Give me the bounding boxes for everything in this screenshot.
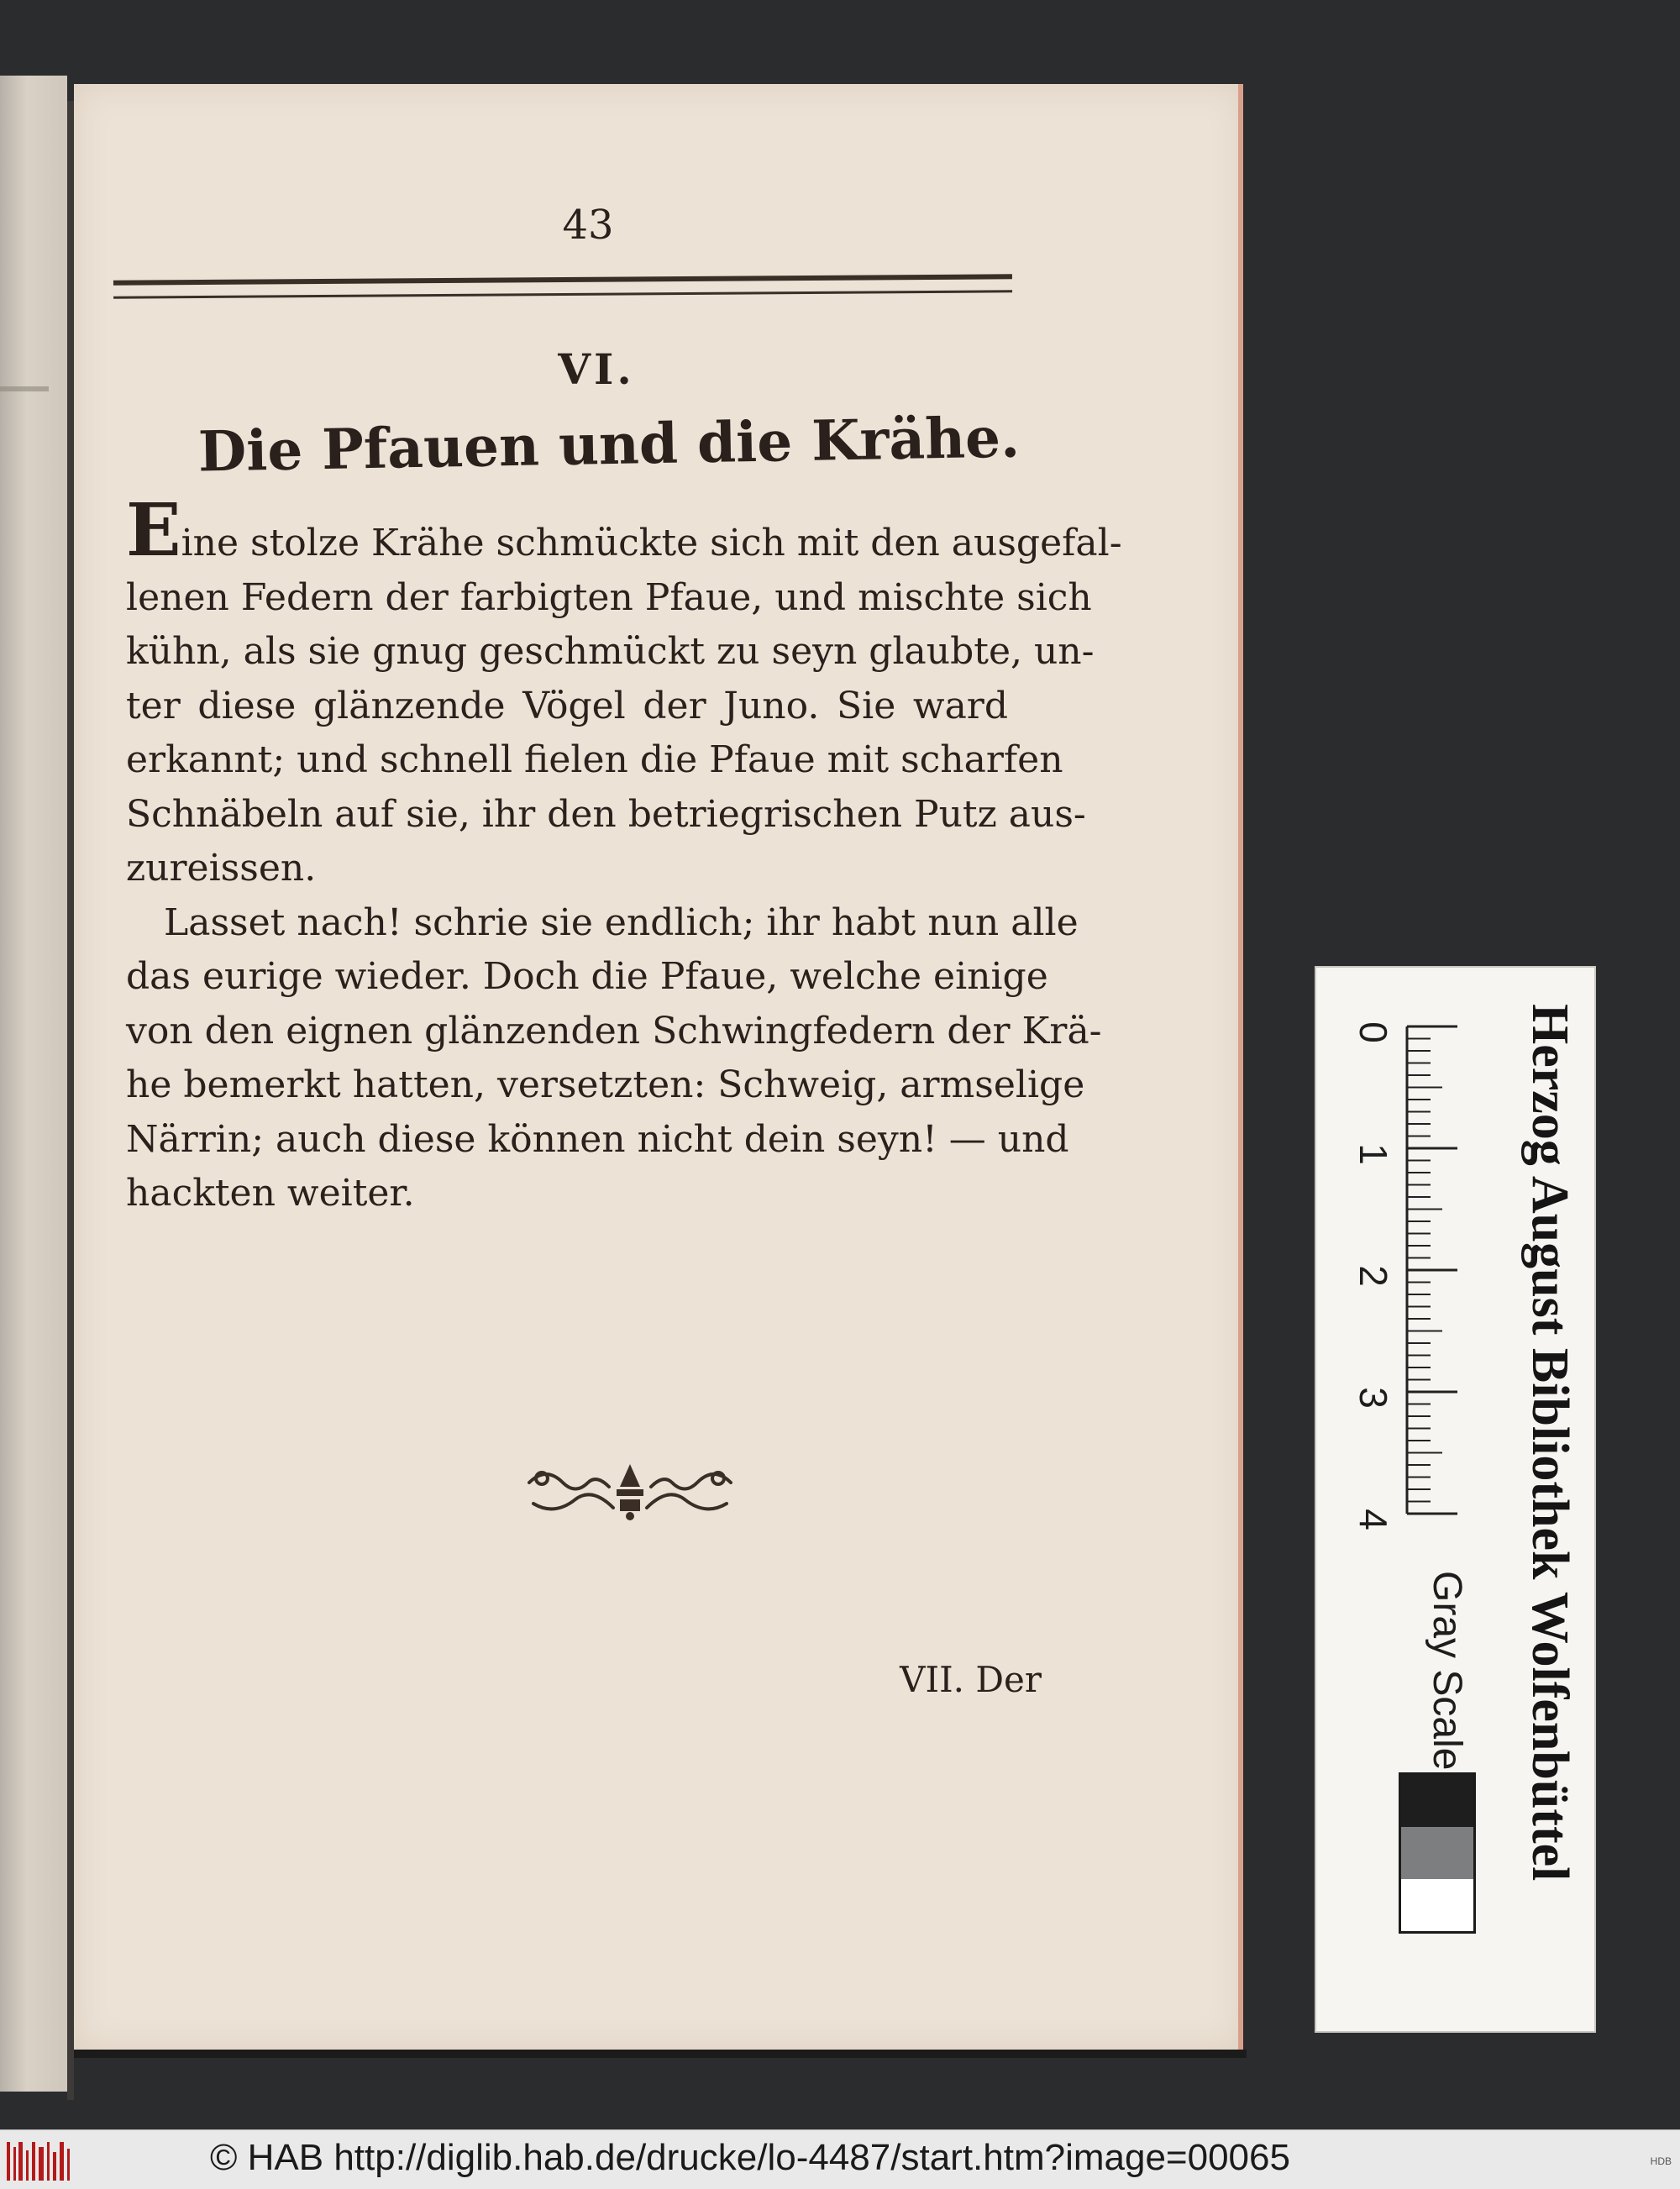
text-line: Lasset nach! schrie sie endlich; ihr habt nun alle <box>164 900 1079 944</box>
scale-digit: 2 <box>1352 1265 1395 1287</box>
page-number: 43 <box>562 202 614 249</box>
institution-name: Herzog August Bibliothek Wolfenbüttel <box>1521 1004 1578 1882</box>
text-line: zureissen. <box>126 847 317 890</box>
text-line: Schnäbeln auf sie, ihr den betriegrischen Putz aus- <box>126 792 1086 836</box>
gray-scale-label: Gray Scale <box>1425 1571 1469 1771</box>
scale-digit: 3 <box>1352 1387 1395 1409</box>
gray-swatches <box>1399 1772 1476 1934</box>
swatch-black <box>1401 1775 1473 1827</box>
catchword: VII. Der <box>900 1659 1042 1700</box>
swatch-gray <box>1401 1827 1473 1879</box>
previous-page-edge <box>0 76 67 2092</box>
text-line: Närrin; auch diese können nicht dein seyn! — und <box>126 1117 1069 1161</box>
swatch-white <box>1401 1879 1473 1931</box>
fable-text <box>126 488 1122 1221</box>
book-gutter <box>67 101 74 2100</box>
text-line: ter diese glänzende Vögel der Juno. Sie ward <box>126 684 1008 727</box>
text-line: erkannt; und schnell fielen die Pfaue mit scharfen <box>126 738 1063 781</box>
footer-mark: HDB <box>1650 2155 1672 2167</box>
scale-digit: 0 <box>1352 1021 1395 1043</box>
text-line: von den eignen glänzenden Schwingfedern der Krä- <box>126 1009 1102 1053</box>
page-shadow <box>74 2050 1247 2058</box>
copyright-url: © HAB http://diglib.hab.de/drucke/lo-4487/start.htm?image=00065 <box>210 2137 1290 2178</box>
barcode-icon <box>7 2142 74 2181</box>
text-line: lenen Federn der farbigten Pfaue, und mischte sich <box>126 575 1092 619</box>
text-line: he bemerkt hatten, versetzten: Schweig, armselige <box>126 1063 1085 1106</box>
ornament-vignette <box>521 1457 739 1525</box>
text-line: das eurige wieder. Doch die Pfaue, welche einige <box>126 955 1048 998</box>
scale-digit: 4 <box>1352 1509 1395 1530</box>
text-line: hackten weiter. <box>126 1172 415 1215</box>
footer-bar <box>0 2129 1680 2189</box>
drop-cap: E <box>126 488 181 573</box>
text-line: kühn, als sie gnug geschmückt zu seyn glaubte, un- <box>126 630 1095 673</box>
text-line: Eine stolze Krähe schmückte sich mit den ausgefal- <box>126 488 1122 573</box>
fable-title: Die Pfauen und die Krähe. <box>197 404 1021 485</box>
scale-digit: 1 <box>1352 1143 1395 1165</box>
chapter-number: VI. <box>558 344 635 394</box>
